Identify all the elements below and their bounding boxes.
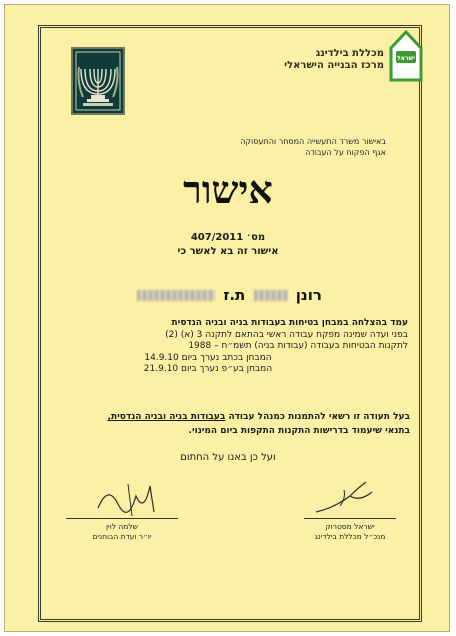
body-line-5: המבחן בע״פ נערך ביום 21.9.10 — [143, 364, 273, 374]
right-signature — [310, 478, 430, 518]
body-line-2: בפני ועדה שמינה מפקח עבודה ראשי בהתאם לתקנה 3 (א) (2) — [165, 329, 408, 340]
body-line-1: עמד בהצלחה במבחן בטיחות בעבודות בניה ובניה הנדסית — [171, 318, 408, 328]
authorization-line-2: בתנאי שיעמוד בדרישות התקנות התקפות ביום המינוי. — [188, 426, 410, 436]
logo-badge-text: ישראל — [397, 55, 415, 62]
recipient-line — [0, 286, 456, 304]
certificate-body — [68, 318, 408, 376]
body-line-4: המבחן בכתב נערך ביום 14.9.10 — [144, 352, 272, 363]
certificate-number: מס׳ 407/2011 — [190, 232, 266, 243]
left-signature-line — [66, 518, 178, 519]
left-signatory-title: יו״ר ועדת הבוחנים — [92, 532, 152, 541]
certificate-intro: אישור זה בא לאשר כי — [177, 246, 279, 257]
redacted-id-number — [137, 290, 215, 301]
seal-statement: ועל כן באנו על החתום — [180, 452, 276, 463]
id-label: ת.ז — [223, 286, 246, 304]
document-title: אישור — [183, 167, 273, 212]
authority-line-1: באישור משרד התעשייה המסחר והתעסוקה — [240, 137, 386, 146]
right-signatory-title: מנכ״ל מכללת בילדינג — [314, 532, 386, 541]
authorization-text — [50, 410, 410, 438]
authorization-line-1-underlined: בעבודות בניה ובניה הנדסית, — [107, 412, 226, 422]
authority-line-2: אגף הפקוח על העבודה — [305, 148, 386, 157]
college-name: מכללת בילדינג — [315, 48, 384, 59]
college-subtitle: מרכז הבנייה הישראלי — [284, 60, 384, 71]
authorization-line-1 — [50, 410, 410, 424]
right-signature-line — [304, 518, 396, 519]
college-logo-text — [284, 48, 384, 72]
authority-header — [240, 136, 386, 158]
authorization-line-1-start: בעל תעודה זו רשאי להתמנות כמנהל עבודה — [225, 412, 410, 422]
house-logo-icon — [389, 26, 423, 82]
left-signatory-name: שלמה לוין — [106, 522, 138, 531]
redacted-surname — [254, 290, 288, 301]
menorah-emblem-icon — [71, 47, 125, 115]
left-signatory — [66, 522, 178, 542]
left-signature — [88, 478, 208, 518]
right-signatory — [304, 522, 396, 542]
body-line-3: לתקנות הבטיחות בעבודה (עבודות בניה) תשמ״ח – 1988 — [188, 341, 408, 351]
recipient-first-name: רונן — [295, 286, 322, 304]
right-signatory-name: ישראל מסטרוק — [325, 522, 375, 531]
